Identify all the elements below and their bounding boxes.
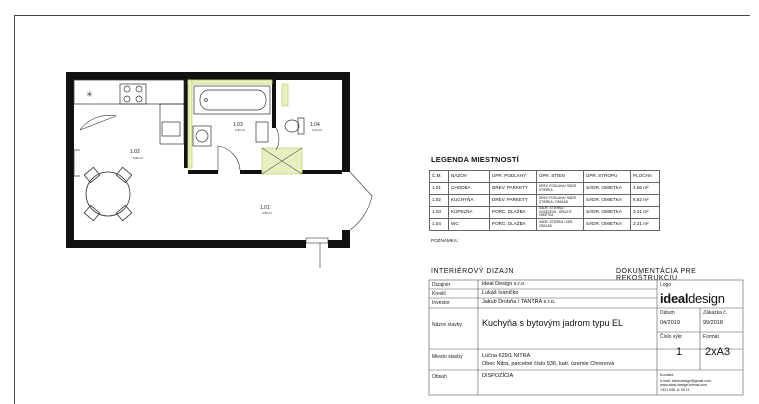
legend-cell: SÁDR. OMIETKA [584, 207, 631, 219]
contact-label: Kontakt: [660, 373, 674, 377]
title-block-header-left: INTERIÉROVÝ DIZAJN [431, 268, 514, 275]
legend-cell: DREV. PODLAHA / SÁDR. STIERKA / OBKLAD [537, 195, 584, 207]
room-area-1-01: 4,56 m² [262, 211, 273, 215]
content-value: DISPOZÍCIA [482, 373, 514, 379]
contact-line: e-mail: ideal.design@gmail.com [660, 379, 711, 383]
room-label-1-02: 1.02 [130, 149, 140, 155]
location-line-2: Obec Nitra, parcelné číslo 936, katr. územie Chrenová [482, 361, 615, 367]
legend-cell: PORC. DLAŽBA [490, 207, 537, 219]
legend-cell: DREV. PARKETY [490, 195, 537, 207]
legend-header: NÁZOV [449, 171, 490, 183]
svg-text:✳: ✳ [86, 90, 93, 99]
contact-line: www.ideal-design-format.com [660, 383, 708, 388]
location-label: Miesto stavby [432, 354, 463, 360]
legend-cell: 2,21 m² [631, 219, 660, 231]
designer-value: ideal Design s.r.o. [482, 281, 526, 287]
legend-cell: KÚPEĽŇA [449, 207, 490, 219]
logo-label: Logo [660, 282, 672, 288]
order-value: 99/2018 [703, 320, 723, 326]
room-label-1-03: 1.03 [233, 122, 243, 128]
legend-cell: 1.03 [430, 207, 449, 219]
room-area-1-02: 6,82 m² [133, 156, 144, 160]
date-label: Dátum [660, 310, 675, 316]
logo-text-bold: ideal [660, 291, 689, 306]
note-label: POZNÁMKA: [431, 238, 459, 243]
legend-header: PLOCHA [631, 171, 660, 183]
legend-cell: DREV. PARKETY [490, 183, 537, 195]
drawn-by-label: Kreslil [432, 291, 446, 297]
legend-cell: 1.04 [430, 219, 449, 231]
legend-header: ÚPR. STROPU [584, 171, 631, 183]
legend-header: Č.M. [430, 171, 449, 183]
legend-title: LEGENDA MIESTNOSTÍ [431, 155, 519, 164]
legend-cell: 6,82 m² [631, 195, 660, 207]
legend-cell: 4,56 m² [631, 183, 660, 195]
location-line-1: Lúčna 629/1 NITRA [482, 353, 531, 359]
legend-cell: PORC. DLAŽBA [490, 219, 537, 231]
legend-header: UPR. PODLAHY [490, 171, 537, 183]
drawing-number-value: 1 [676, 346, 683, 358]
order-label: Zákazka č. [703, 310, 728, 316]
format-value: 2xA3 [705, 346, 731, 358]
format-label: Formát [703, 334, 719, 340]
legend-cell: 1.02 [430, 195, 449, 207]
legend-cell: SÁDR. OMIETKA [584, 219, 631, 231]
content-label: Obsah [432, 374, 447, 380]
contact-line: +421 948 11 90 11 [660, 387, 690, 392]
legend-header: ÚPR. STIEN [537, 171, 584, 183]
title-block-header-right: DOKUMENTÁCIA PRE REKOŠTRUKCIU [616, 268, 697, 282]
investor-label: Investor [432, 300, 450, 306]
legend-cell: CHODBA [449, 183, 490, 195]
contact-info [660, 379, 711, 392]
legend-cell: 1.01 [430, 183, 449, 195]
room-area-1-03: 3,31 m² [235, 128, 246, 132]
legend-cell: 3,31 m² [631, 207, 660, 219]
legend-cell: KUCHYŇA [449, 195, 490, 207]
drawing-number-label: Číslo výkr. [660, 334, 684, 340]
legend-cell: SÁDR. STIERKA / KER. OBKLAD [537, 219, 584, 231]
legend-cell: SÁDR. STIERKA / VODEODOL. ŠPACHT. OMIETKA [537, 207, 584, 219]
date-value: 04/2019 [660, 320, 680, 326]
legend-cell: SÁDR. OMIETKA [584, 183, 631, 195]
logo-text: design [688, 291, 725, 306]
legend-cell: WC [449, 219, 490, 231]
investor-value: Jakub Drobňa / TANTRA s.r.o. [482, 299, 556, 305]
room-area-1-04: 2,21 m² [312, 128, 323, 132]
legend-cell: SÁDR. OMIETKA [584, 195, 631, 207]
project-name-value: Kuchyňa s bytovým jadrom typu EL [482, 318, 624, 328]
legend-cell: DREV. PODLAHA / SÁDR. STIERKA [537, 183, 584, 195]
company-logo [660, 291, 725, 306]
drawn-by-value: Lukáš Ivaničko [482, 290, 519, 296]
project-name-label: Názov stavby [432, 322, 463, 328]
room-label-1-04: 1.04 [310, 122, 320, 128]
room-label-1-01: 1.01 [260, 205, 270, 211]
designer-label: Dizajnér [432, 282, 451, 288]
